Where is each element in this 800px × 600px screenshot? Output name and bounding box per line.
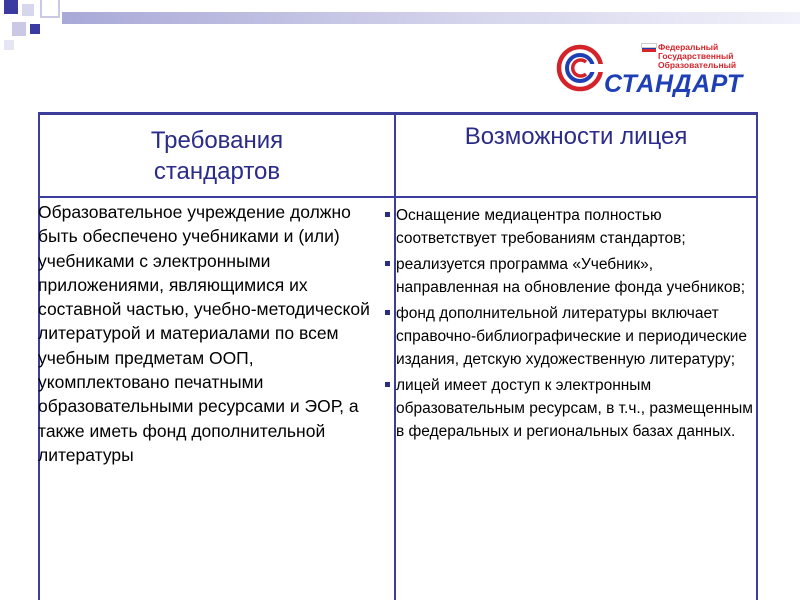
standard-emblem-icon: [556, 44, 604, 92]
logo-line: Государственный: [658, 51, 734, 61]
list-item: [382, 374, 754, 443]
list-item-text: лицей имеет доступ к электронным образовательным ресурсам, в т.ч., размещенным в федеральных и региональных базах данных.: [396, 377, 753, 440]
logo-line: Образовательный: [658, 60, 737, 70]
header-requirements-text: Требования стандартов: [150, 126, 284, 185]
list-item-text: фонд дополнительной литературы включает справочно-библиографические и периодические издания, детскую художественную литературу;: [396, 305, 748, 368]
comparison-table: [38, 112, 758, 600]
bullet-icon: [385, 212, 390, 217]
list-item: [382, 302, 754, 371]
logo-line: Федеральный: [658, 42, 719, 52]
bullet-icon: [385, 382, 390, 387]
decor-square: [22, 4, 34, 16]
list-item-text: реализуется программа «Учебник», направленная на обновление фонда учебников;: [396, 256, 746, 296]
table-header-divider: [38, 196, 758, 198]
decor-square: [4, 40, 14, 50]
list-item: [382, 204, 754, 250]
decor-square: [42, 0, 58, 16]
decor-square: [12, 22, 26, 36]
logo-wordmark: СТАНДАРТ: [604, 70, 743, 98]
bullet-icon: [385, 261, 390, 266]
header-opportunities: Возможности лицея: [464, 123, 688, 150]
table-border: [756, 112, 758, 600]
decor-square: [30, 24, 40, 34]
decor-square: [4, 0, 18, 14]
top-gradient-band: [62, 12, 800, 24]
requirements-text: Образовательное учреждение должно быть обеспечено учебниками и (или) учебниками с электронными приложениями, являющимися их составной частью, учебно-методической литературой и материалами по всем учебным предметам ООП, укомплектовано печатными образовательными ресурсами и ЭОР, а также иметь фонд дополнительной литературы: [38, 202, 370, 465]
russian-flag-icon: [642, 44, 656, 52]
opportunities-list: [382, 204, 754, 446]
bullet-icon: [385, 310, 390, 315]
fgos-logo: [556, 40, 743, 100]
list-item: [382, 253, 754, 299]
list-item-text: Оснащение медиацентра полностью соответствует требованиям стандартов;: [396, 207, 686, 247]
header-requirements: [40, 115, 394, 196]
